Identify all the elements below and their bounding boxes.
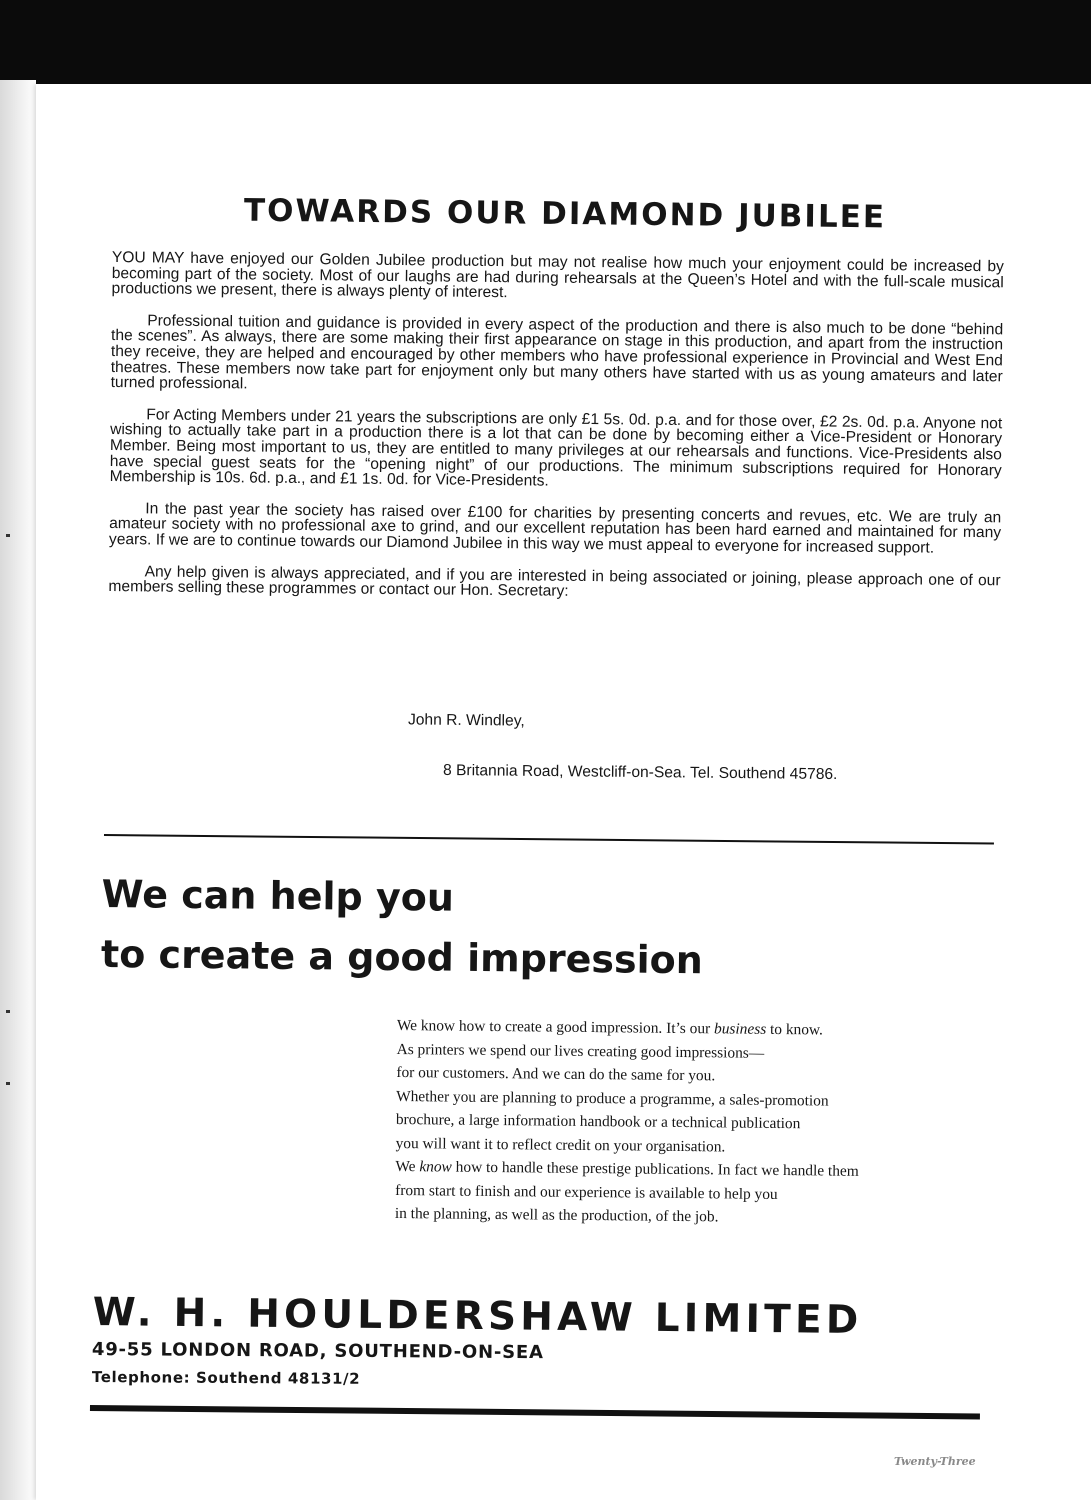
advert-copy	[395, 1014, 997, 1232]
copy-line: for our customers. And we can do the same for you.	[396, 1063, 716, 1085]
company-name: W. H. HOULDERSHAW LIMITED	[92, 1290, 863, 1344]
secretary-name: John R. Windley,	[407, 711, 525, 730]
page-number: Twenty-Three	[894, 1455, 976, 1468]
binding-gutter	[0, 80, 36, 1500]
copy-line: Whether you are planning to produce a programme, a sales-promotion	[396, 1087, 829, 1110]
copy-line: As printers we spend our lives creating good impressions—	[396, 1040, 765, 1062]
gutter-mark	[6, 534, 10, 537]
copy-line: We know how to handle these prestige publications. In fact we handle them	[395, 1157, 859, 1180]
company-address: 49-55 LONDON ROAD, SOUTHEND-ON-SEA	[91, 1339, 544, 1364]
advert-headline	[101, 864, 742, 991]
gutter-mark	[6, 1010, 10, 1013]
company-telephone: Telephone: Southend 48131/2	[91, 1368, 361, 1388]
gutter-mark	[6, 1082, 10, 1085]
article-paragraph: For Acting Members under 21 years the subscriptions are only £1 5s. 0d. p.a. and for those over, £2 2s. 0d. p.a. Anyone not wishing to actually take part in a production there is a lot that can be done by becoming either a Vice-President or Honorary Member. Being most important to us, they are entitled to many privileges at our rehearsals and functions. Vice-Presidents also have special guest seats for the “opening night” of our productions. The minimum subscriptions required for Honorary Membership is 10s. 6d. p.a., and £1 1s. 0d. for Vice-Presidents.	[109, 406, 1003, 490]
secretary-address: 8 Britannia Road, Westcliff-on-Sea. Tel. Southend 45786.	[442, 761, 838, 784]
copy-line: you will want it to reflect credit on your organisation.	[395, 1134, 726, 1155]
article-body	[108, 250, 1004, 620]
emphasis: business	[713, 1020, 767, 1038]
article-paragraph: Any help given is always appreciated, and if you are interested in being associated or joining, please approach one of our members selling these programmes or contact our Hon. Secretary:	[108, 562, 1001, 600]
copy-line: in the planning, as well as the production, of the job.	[394, 1204, 719, 1226]
copy-line: We know how to create a good impression. It’s our business to know.	[396, 1016, 824, 1039]
headline-line: We can help you	[101, 871, 455, 920]
article-paragraph: In the past year the society has raised over £100 for charities by presenting concerts and revues, etc. We are truly an amateur society with no professional axe to grind, and our excellent reputation has been hard earned and maintained for many years. If we are to continue towards our Diamond Jubilee in this way we must appeal to everyone for increased support.	[108, 500, 1002, 557]
copy-line: from start to finish and our experience is available to help you	[395, 1181, 778, 1203]
article-paragraph: Professional tuition and guidance is provided in every aspect of the production and there is also much to be done “behind the scenes”. As always, there are some making their first appearance on stage in this production, and apart from the instruction they receive, they are helped and encouraged by other members who have professional experience in Provincial and West End theatres. These members now take part for enjoyment only but many others have started with us as young amateurs and later turned professional.	[110, 312, 1004, 393]
emphasis: know	[419, 1158, 452, 1176]
article-title: TOWARDS OUR DIAMOND JUBILEE	[243, 192, 887, 236]
copy-line: brochure, a large information handbook or a technical publication	[395, 1110, 801, 1133]
article-paragraph: YOU MAY have enjoyed our Golden Jubilee production but may not realise how much your enjoyment could be increased by becoming part of the society. Most of our laughs are had during rehearsals at the Queen’s Hotel and with the full-scale musical productions we present, there is always plenty of interest.	[111, 249, 1004, 302]
headline-line: to create a good impression	[100, 931, 704, 983]
